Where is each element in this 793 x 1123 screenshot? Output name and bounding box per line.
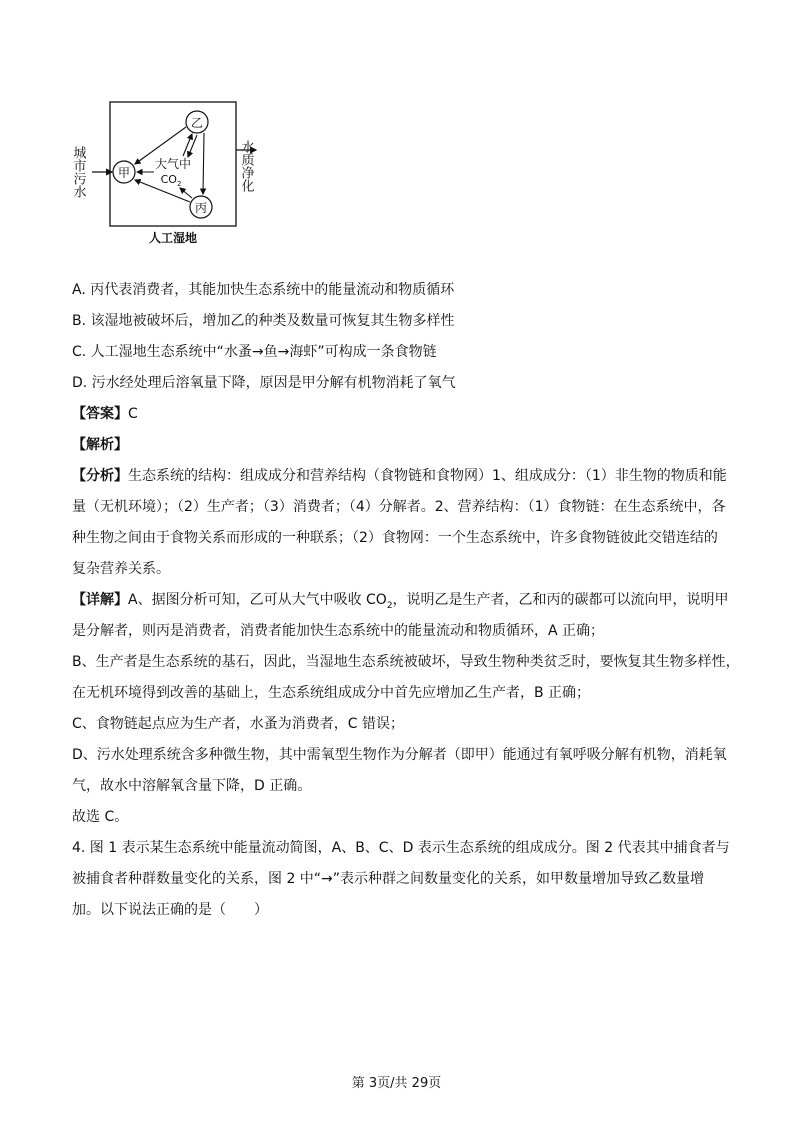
center-label-line1: 大气中 xyxy=(154,157,192,171)
answer-line xyxy=(72,404,732,424)
node-bing-label: 丙 xyxy=(194,201,208,215)
page-footer: 第 3页/共 29页 xyxy=(351,1076,442,1091)
fenxi-line-4: 复杂营养关系。 xyxy=(72,561,170,577)
right-label: 水质净化 xyxy=(238,140,254,192)
fenxi-line-1 xyxy=(72,466,732,486)
xiangjie-line-7: 气，故水中溶解氧含量下降，D 正确。 xyxy=(72,778,312,794)
node-yi-label: 乙 xyxy=(190,116,204,130)
analysis-tag-line xyxy=(72,435,732,455)
q4-line-2: 被捕食者种群数量变化的关系，图 2 中“→”表示种群之间数量变化的关系，如甲数量增加导致乙数量增 xyxy=(72,871,705,887)
xiangjie-line-2: 是分解者，则丙是消费者，消费者能加快生态系统中的能量流动和物质循环，A 正确； xyxy=(72,623,605,639)
xiangjie-line-1 xyxy=(72,590,732,616)
q4-line-3: 加。以下说法正确的是（ ） xyxy=(72,902,268,918)
option-a: A. 丙代表消费者，其能加快生态系统中的能量流动和物质循环 xyxy=(72,282,455,298)
fenxi-line-2: 量（无机环境）；（2）生产者；（3）消费者；（4）分解者。2、营养结构：（1）食物链：在生态系统中，各 xyxy=(72,499,726,515)
wetland-diagram xyxy=(70,100,270,250)
node-jia-label: 甲 xyxy=(117,166,131,180)
arrow-yi-to-co2 xyxy=(188,135,197,157)
fenxi-line-3: 种生物之间由于食物关系而形成的一种联系；（2）食物网：一个生态系统中，许多食物链彼此交错连结的 xyxy=(72,530,718,546)
fenxi-text-1: 生态系统的结构：组成成分和营养结构（食物链和食物网）1、组成成分：（1）非生物的物质和能 xyxy=(128,468,727,484)
xiangjie-line-8: 故选 C。 xyxy=(72,809,129,825)
xiangjie-line-5: C、食物链起点应为生产者，水蚤为消费者，C 错误； xyxy=(72,716,404,732)
xiangjie-line-6: D、污水处理系统含多种微生物，其中需氧型生物作为分解者（即甲）能通过有氧呼吸分解有机物，消耗氧 xyxy=(72,747,727,763)
arrow-co2-to-yi xyxy=(183,134,192,156)
answer-value: C xyxy=(128,406,138,422)
xiangjie-co2-sub: 2 xyxy=(386,600,393,611)
arrow-yi-to-bing xyxy=(203,133,204,194)
arrow-bing-to-co2 xyxy=(180,188,192,198)
center-label-line2: $CO_2$ xyxy=(160,173,182,188)
xiangjie-text-1b: ，说明乙是生产者，乙和丙的碳都可以流向甲，说明甲 xyxy=(392,592,729,608)
diagram-caption: 人工湿地 xyxy=(148,231,198,245)
xiangjie-line-3: B、生产者是生态系统的基石，因此，当湿地生态系统被破坏，导致生物种类贫乏时，要恢复其生物多样性， xyxy=(72,654,740,670)
wetland-diagram-svg xyxy=(70,100,270,250)
left-label-char-1: 城市污水 xyxy=(70,146,86,198)
option-c: C. 人工湿地生态系统中“水蚤→鱼→海虾”可构成一条食物链 xyxy=(72,344,437,360)
analysis-tag: 【解析】 xyxy=(72,437,128,453)
xiangjie-text-1: A、据图分析可知，乙可从大气中吸收 CO xyxy=(128,592,387,608)
option-b: B. 该湿地被破坏后，增加乙的种类及数量可恢复其生物多样性 xyxy=(72,313,455,329)
fenxi-tag: 【分析】 xyxy=(72,468,128,484)
q4-line-1: 4. 图 1 表示某生态系统中能量流动简图，A、B、C、D 表示生态系统的组成成分。图 2 代表其中捕食者与 xyxy=(72,840,730,856)
answer-tag: 【答案】 xyxy=(72,406,128,422)
xiangjie-line-4: 在无机环境得到改善的基础上，生态系统组成成分中首先应增加乙生产者，B 正确； xyxy=(72,685,591,701)
option-d: D. 污水经处理后溶氧量下降，原因是甲分解有机物消耗了氧气 xyxy=(72,375,456,391)
xiangjie-tag: 【详解】 xyxy=(72,592,128,608)
